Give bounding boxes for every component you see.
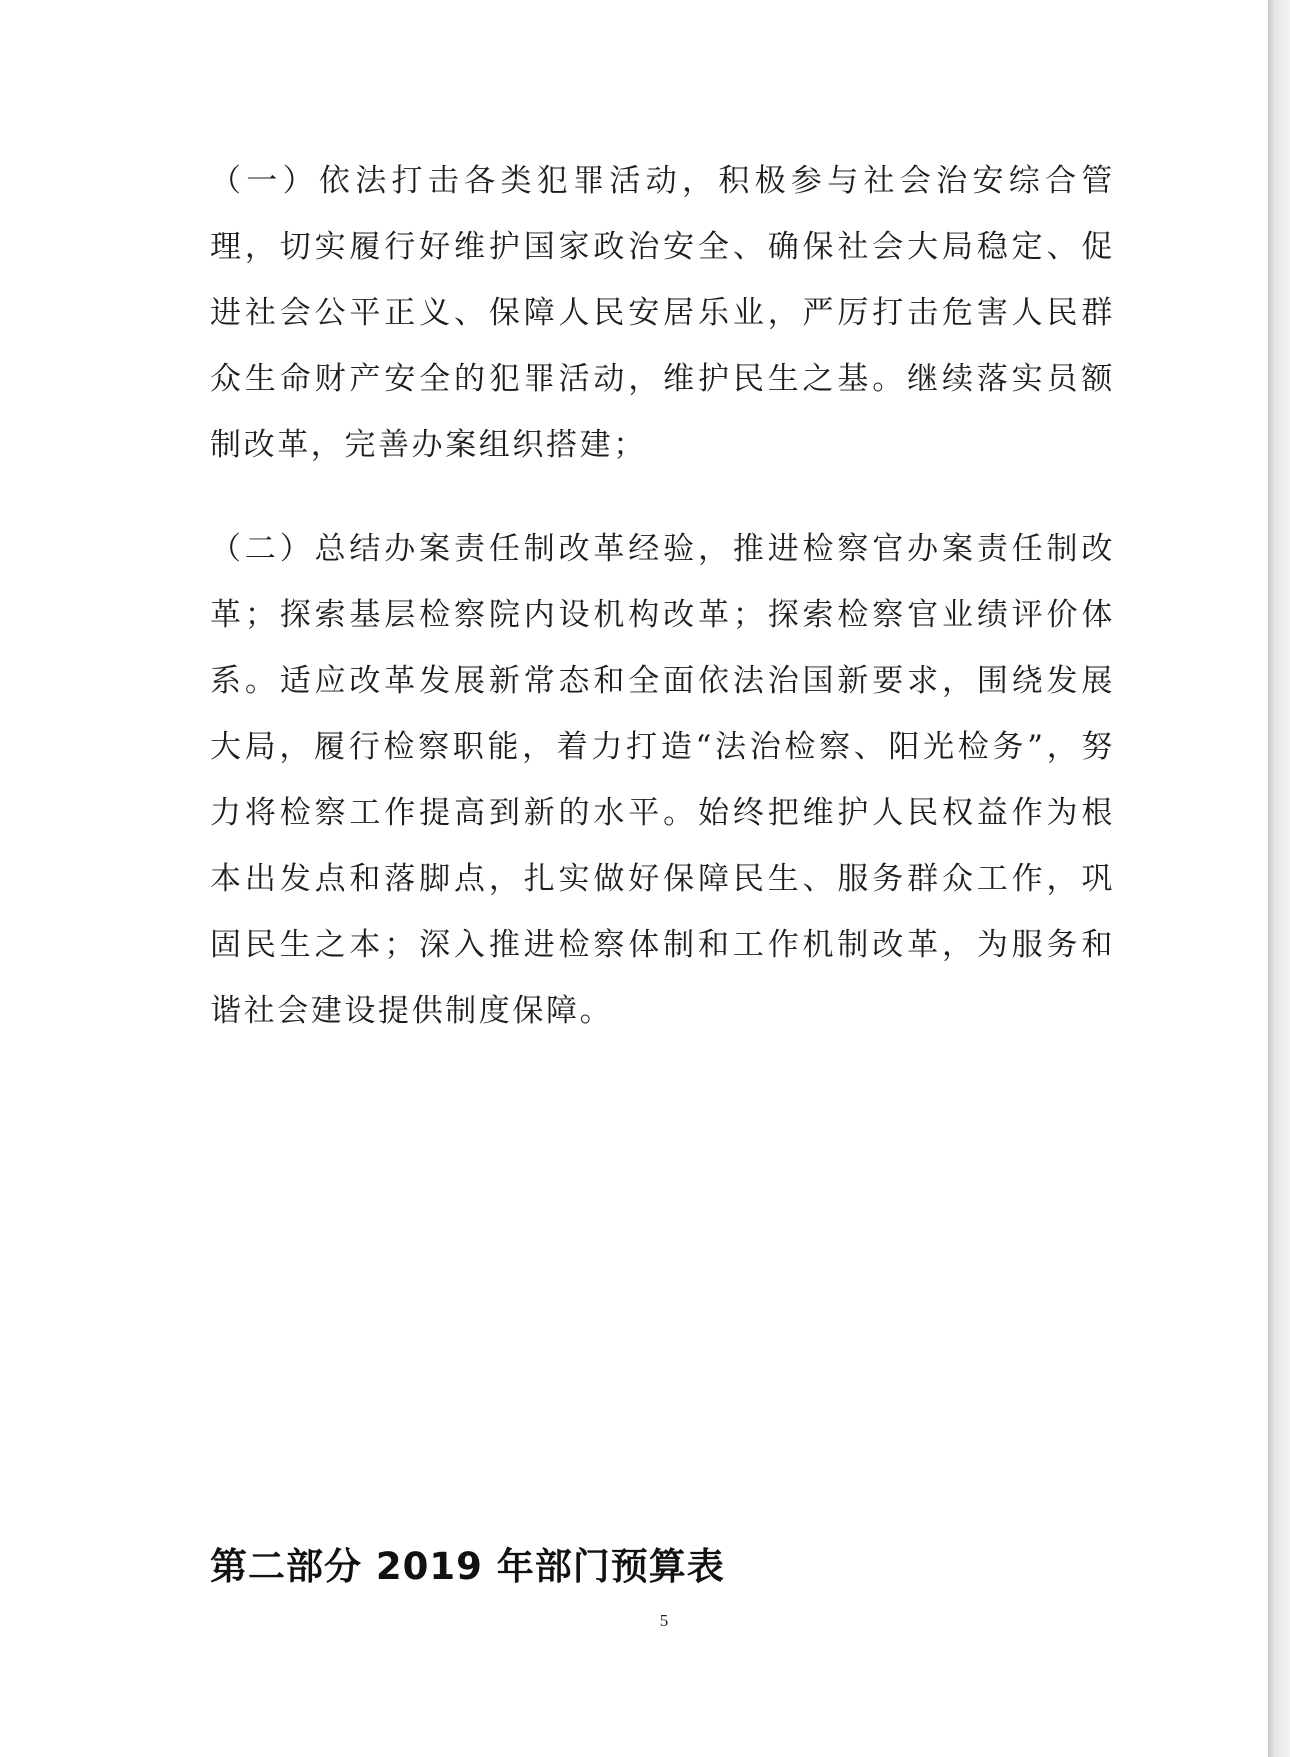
paragraph-1: （一）依法打击各类犯罪活动，积极参与社会治安综合管理，切实履行好维护国家政治安全、确保社会大局稳定、促进社会公平正义、保障人民安居乐业，严厉打击危害人民群众生命财产安全的犯罪活动，维护民生之基。继续落实员额制改革，完善办案组织搭建； <box>210 163 1115 463</box>
page-content <box>210 148 1115 1044</box>
paragraph-2: （二）总结办案责任制改革经验，推进检察官办案责任制改革；探索基层检察院内设机构改革；探索检察官业绩评价体系。适应改革发展新常态和全面依法治国新要求，围绕发展大局，履行检察职能，着力打造“法治检察、阳光检务”，努力将检察工作提高到新的水平。始终把维护人民权益作为根本出发点和落脚点，扎实做好保障民生、服务群众工作，巩固民生之本；深入推进检察体制和工作机制改革，为服务和谐社会建设提供制度保障。 <box>210 531 1115 1029</box>
page-number: 5 <box>659 1611 669 1630</box>
page-edge-shadow <box>1268 0 1290 1757</box>
section-heading: 第二部分 2019 年部门预算表 <box>210 1545 725 1588</box>
